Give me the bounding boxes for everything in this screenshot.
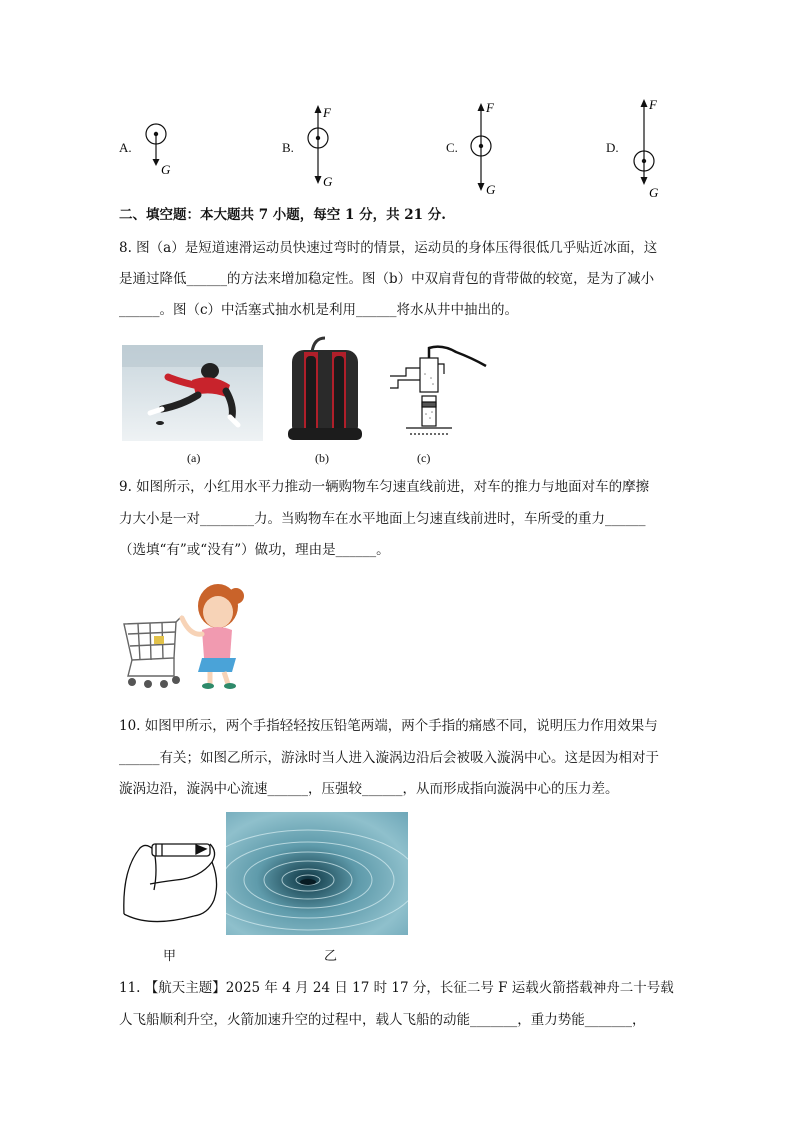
label-f: F — [486, 100, 494, 115]
q9-line-1: 9. 如图所示，小红用水平力推动一辆购物车匀速直线前进，对车的推力与地面对车的摩擦 — [119, 479, 650, 495]
support-arrowhead — [641, 99, 648, 107]
q10-line-3: 漩涡边沿，漩涡中心流速______，压强较______，从而形成指向漩涡中心的压力差。 — [119, 781, 619, 797]
hand-pencil-sketch — [120, 830, 224, 930]
caption-c: (c) — [417, 451, 431, 465]
q11-line-1: 11. 【航天主题】2025 年 4 月 24 日 17 时 17 分，长征二号 F 运载火箭搭载神舟二十号载 — [119, 980, 674, 996]
whirlpool-photo — [226, 812, 408, 935]
option-d-force-diagram — [626, 93, 671, 203]
label-g: G — [161, 162, 171, 177]
q8-line-2: 是通过降低______的方法来增加稳定性。图（b）中双肩背包的背带做的较宽，是为了减小 — [119, 271, 655, 287]
q9-line-2: 力大小是一对________力。当购物车在水平地面上匀速直线前进时，车所受的重力______ — [119, 511, 646, 527]
gravity-arrowhead — [315, 176, 322, 184]
q11-line-2: 人飞船顺利升空，火箭加速升空的过程中，载人飞船的动能_______，重力势能_______， — [119, 1012, 646, 1028]
gravity-arrowhead — [478, 183, 485, 191]
gravity-arrowhead — [641, 177, 648, 185]
q8-line-3: ______。图（c）中活塞式抽水机是利用______将水从井中抽出的。 — [119, 302, 519, 318]
q9-line-3: （选填“有”或“没有”）做功，理由是______。 — [119, 542, 390, 558]
caption-b: (b) — [315, 451, 329, 465]
option-a-label: A. — [119, 140, 132, 155]
option-d-label: D. — [606, 140, 619, 155]
speed-skater-photo — [122, 345, 263, 441]
option-b-label: B. — [282, 140, 294, 155]
label-g: G — [486, 182, 496, 197]
caption-a: (a) — [187, 451, 201, 465]
gravity-arrowhead — [153, 159, 160, 166]
q10-line-1: 10. 如图甲所示，两个手指轻轻按压铅笔两端，两个手指的痛感不同，说明压力作用效果与 — [119, 718, 658, 734]
option-c-label: C. — [446, 140, 458, 155]
caption-yi: 乙 — [324, 948, 338, 963]
section-heading: 二、填空题：本大题共 7 小题，每空 1 分，共 21 分. — [119, 207, 446, 223]
piston-pump-diagram — [376, 344, 490, 440]
option-c-force-diagram — [463, 95, 508, 200]
q8-line-1: 8. 图（a）是短道速滑运动员快速过弯时的情景，运动员的身体压得很低几乎贴近冰面，这 — [119, 240, 658, 256]
label-f: F — [649, 97, 657, 112]
option-b-force-diagram — [300, 100, 345, 195]
q10-line-2: ______有关；如图乙所示，游泳时当人进入漩涡边沿后会被吸入漩涡中心。这是因为相对于 — [119, 750, 659, 766]
backpack-photo — [284, 334, 366, 444]
support-arrowhead — [315, 105, 322, 113]
girl-shopping-cart-illustration — [118, 572, 250, 697]
label-f: F — [323, 105, 331, 120]
label-g: G — [649, 185, 659, 200]
support-arrowhead — [478, 103, 485, 111]
label-g: G — [323, 174, 333, 189]
caption-jia: 甲 — [163, 948, 177, 963]
option-a-force-diagram — [138, 115, 178, 185]
